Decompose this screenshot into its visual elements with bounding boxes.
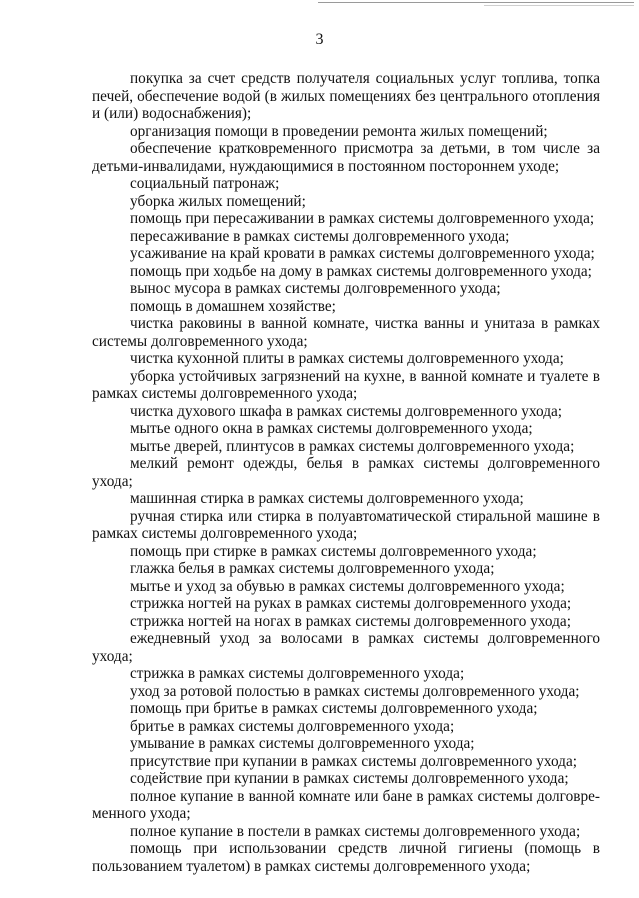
- list-item: полное купание в постели в рамках системы долговременного ухода;: [130, 822, 581, 840]
- list-item: ручная стирка или стирка в полуавтоматической стиральной машине в рамках системы долговременного ухода;: [92, 507, 600, 542]
- list-item: мелкий ремонт одежды, белья в рамках системы долговременного ухода;: [92, 455, 600, 490]
- list-item: машинная стирка в рамках системы долговременного ухода;: [130, 490, 524, 507]
- list-item: мытье дверей, плинтусов в рамках системы долговременного ухода;: [130, 437, 575, 455]
- list-item: социальный патронаж;: [130, 175, 280, 192]
- list-item: умывание в рамках системы долговременного ухода;: [130, 735, 475, 752]
- list-item: бритье в рамках системы долговременного ухода;: [130, 717, 455, 735]
- list-item: покупка за счет средств получателя социальных услуг топлива, топка печей, обеспечение водой (в жилых помещениях без центрального отопления и (или) водоснабжения);: [92, 70, 600, 122]
- list-item: помощь при ходьбе на дому в рамках системы долговременного ухода;: [130, 262, 592, 280]
- list-item: содействие при купании в рамках системы долговременного ухода;: [130, 770, 569, 787]
- scan-edge-line-thin: [484, 5, 634, 6]
- list-item: присутствие при купании в рамках системы долговременного ухода;: [130, 752, 578, 770]
- list-item: вынос мусора в рамках системы долговременного ухода;: [130, 280, 501, 297]
- scan-edge-line: [318, 2, 634, 3]
- list-item: усаживание на край кровати в рамках системы долговременного ухода;: [130, 245, 595, 262]
- list-item: уборка устойчивых загрязнений на кухне, в ванной комнате и туалете в рамках системы долговременного ухода;: [92, 367, 600, 402]
- list-item: обеспечение кратковременного присмотра за детьми, в том числе за детьми-инвалидами, нуждающимися в постоянном постороннем уходе;: [92, 140, 600, 175]
- list-item: мытье одного окна в рамках системы долговременного ухода;: [130, 420, 533, 437]
- list-item: ежедневный уход за волосами в рамках системы долговременного ухода;: [92, 630, 600, 665]
- list-item: помощь в домашнем хозяйстве;: [130, 297, 336, 315]
- document-body: [92, 70, 600, 875]
- list-item: помощь при стирке в рамках системы долговременного ухода;: [130, 542, 537, 560]
- list-item: чистка духового шкафа в рамках системы долговременного ухода;: [130, 402, 563, 420]
- list-item: стрижка в рамках системы долговременного ухода;: [130, 665, 465, 682]
- list-item: мытье и уход за обувью в рамках системы долговременного ухода;: [130, 577, 565, 595]
- list-item: стрижка ногтей на руках в рамках системы долговременного ухода;: [130, 595, 572, 612]
- list-item: стрижка ногтей на ногах в рамках системы долговременного ухода;: [130, 612, 571, 630]
- list-item: уборка жилых помещений;: [130, 192, 306, 210]
- list-item: пересаживание в рамках системы долговременного ухода;: [130, 227, 510, 245]
- list-item: организация помощи в проведении ремонта жилых помещений;: [130, 122, 548, 140]
- page-number: 3: [315, 31, 324, 48]
- list-item: чистка кухонной плиты в рамках системы долговременного ухода;: [130, 350, 564, 367]
- list-item: полное купание в ванной комнате или бане в рамках системы долговременного ухода;: [92, 787, 600, 822]
- list-item: чистка раковины в ванной комнате, чистка ванны и унитаза в рамках системы долговременного ухода;: [92, 315, 600, 350]
- list-item: помощь при использовании средств личной гигиены (помощь в пользованием туалетом) в рамках системы долговременного ухода;: [92, 840, 600, 875]
- list-item: уход за ротовой полостью в рамках системы долговременного ухода;: [130, 682, 580, 700]
- list-item: помощь при пересаживании в рамках системы долговременного ухода;: [130, 210, 595, 227]
- list-item: глажка белья в рамках системы долговременного ухода;: [130, 560, 495, 577]
- list-item: помощь при бритье в рамках системы долговременного ухода;: [130, 700, 538, 717]
